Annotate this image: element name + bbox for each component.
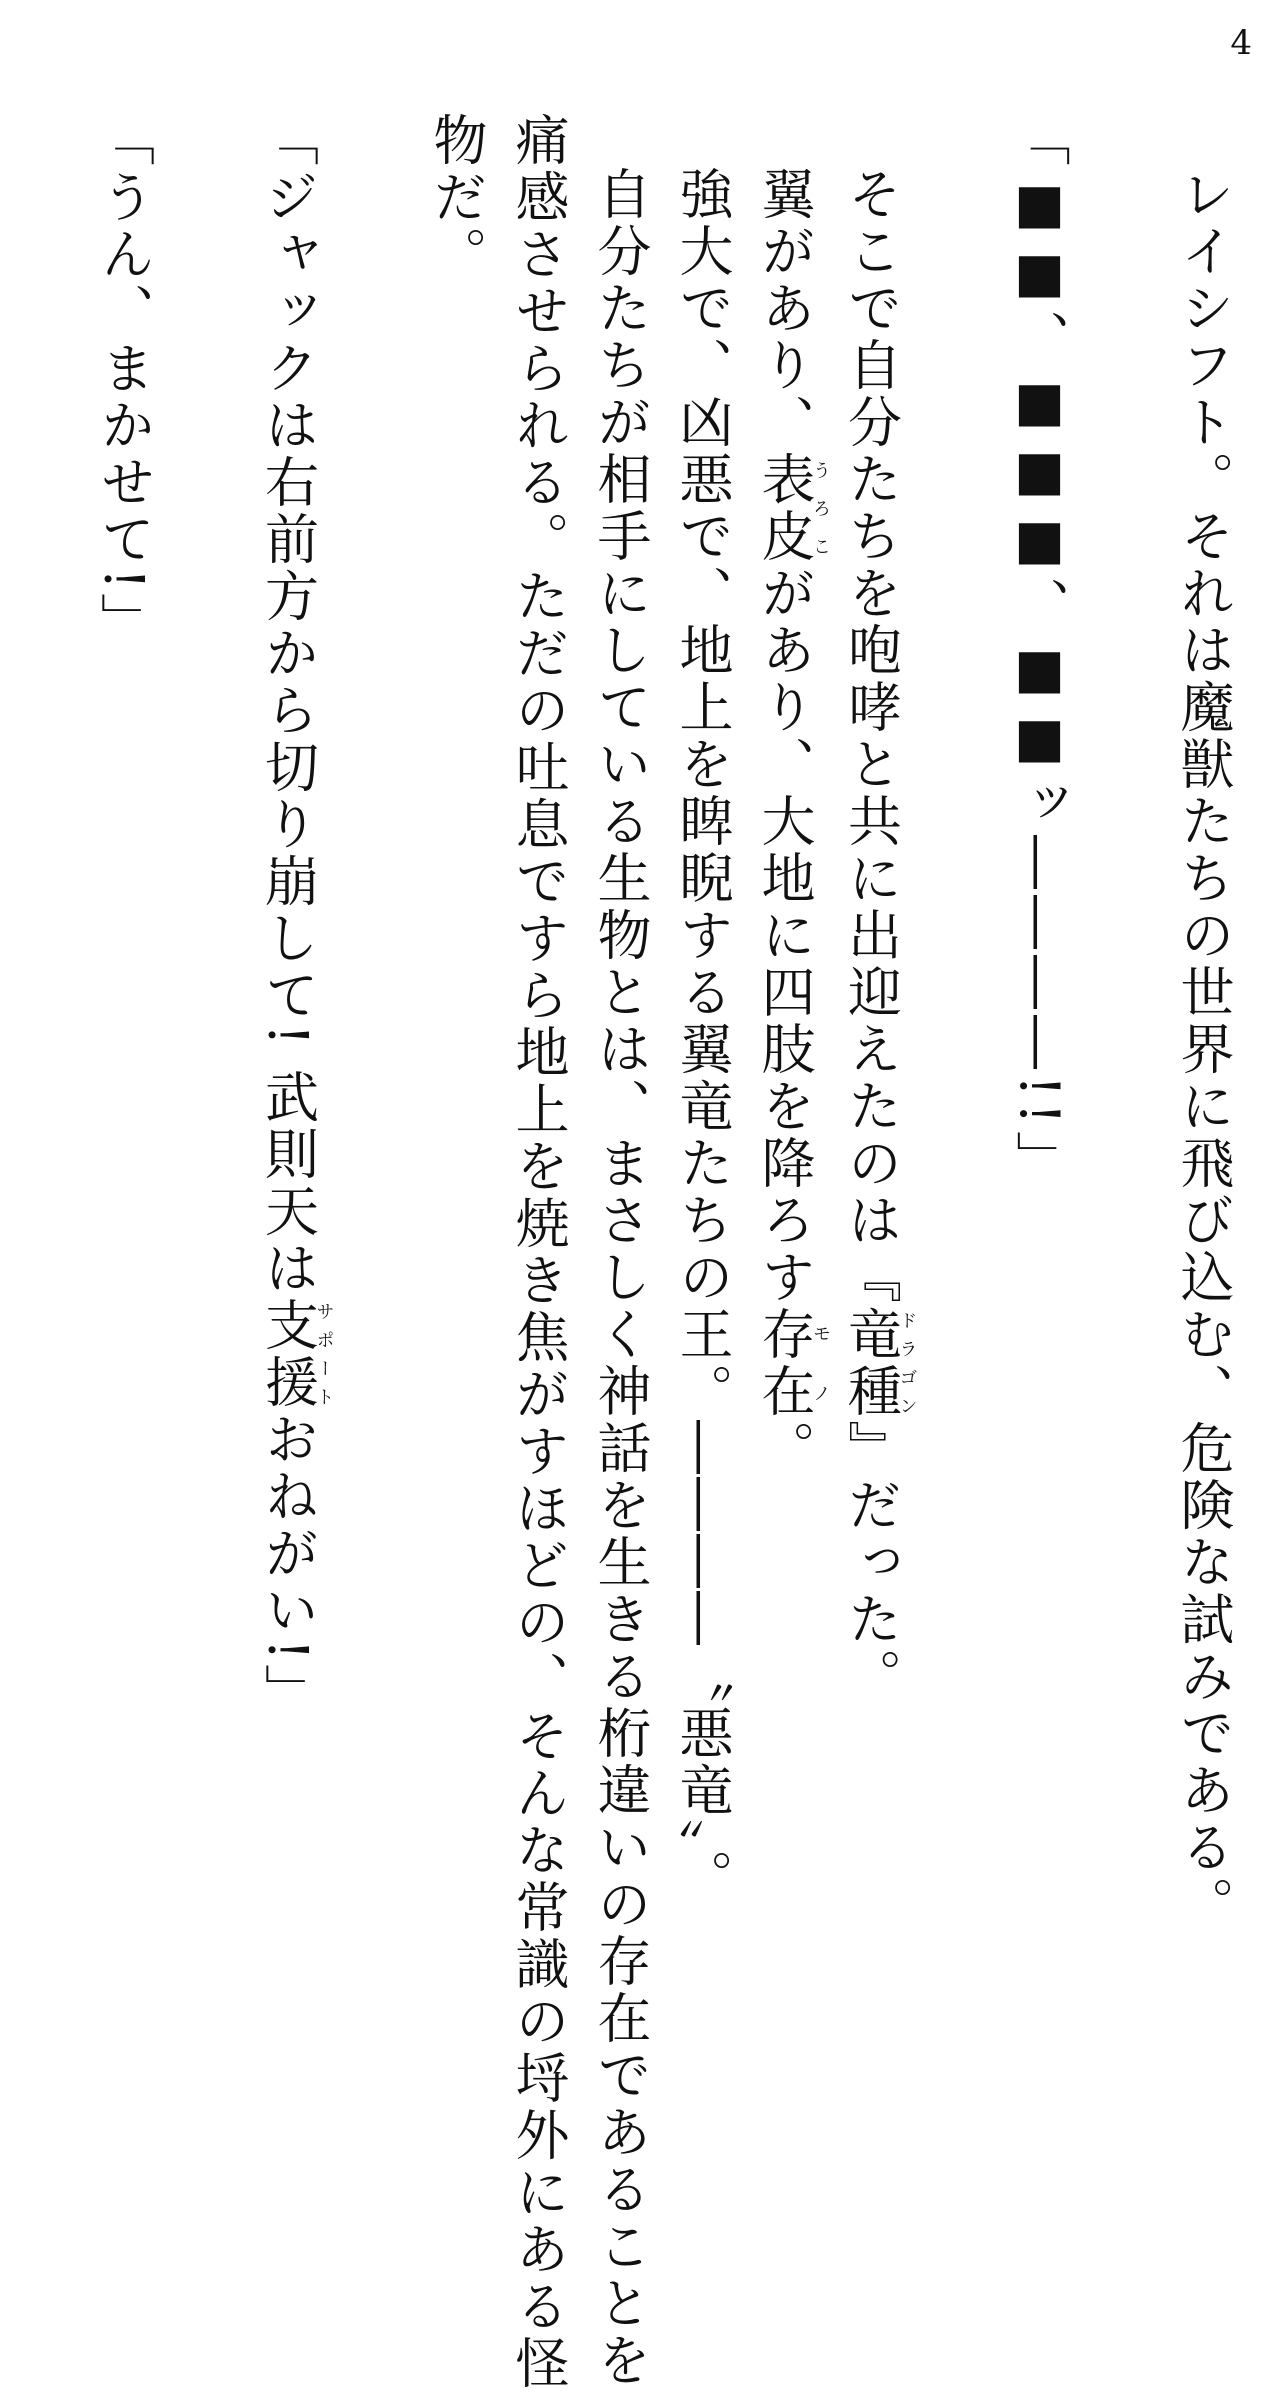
text-line-7: 痛感させられる。ただの吐息ですら地上を焼き焦がすほどの、そんな常識の埒外にある怪 [507, 112, 570, 2392]
ruby-word [753, 451, 831, 565]
text-segment: 。 [753, 1420, 816, 1477]
blank-line [333, 112, 415, 2172]
text-line-1: レイシフト。それは魔獣たちの世界に飛び込む、危険な試みである。 [1172, 166, 1235, 1933]
text-segment: 「ジャックは右前方から切り崩して! 武則天は [256, 112, 320, 1297]
ruby-reading: ドラゴン [896, 1306, 918, 1420]
text-line-5: 強大で、凶悪で、地上を睥睨する翼竜たちの王。――――〝悪竜〟。 [671, 166, 734, 1906]
blank-line [1, 112, 83, 2172]
text-segment: 翼があり、 [753, 166, 816, 451]
page-number: 4 [1230, 23, 1252, 63]
ruby-base: 存在 [753, 1306, 816, 1420]
ruby-base: 表皮 [753, 451, 816, 565]
ruby-reading: うろこ [810, 451, 831, 565]
ruby-base: 竜種 [839, 1306, 903, 1420]
blank-line [165, 112, 247, 2172]
text-line-6: 自分たちが相手にしている生物とは、まさしく神話を生きる桁違いの存在であることを [589, 166, 652, 2389]
ruby-word [753, 1306, 831, 1420]
text-line-4 [743, 112, 830, 2172]
text-segment: があり、大地に四肢を降ろす [753, 565, 816, 1306]
novel-text-block [0, 112, 1244, 2392]
text-segment: そこで自分たちを咆哮と共に出迎えたのは『 [839, 166, 903, 1306]
text-line-2: 「■■、■■■、■■ッ――――!!」 [1008, 112, 1071, 1191]
text-line-11 [0, 112, 1, 2172]
text-line-9 [247, 112, 334, 2172]
ruby-reading: サポート [313, 1296, 335, 1411]
blank-line [916, 112, 998, 2172]
text-segment: おねがい!」 [256, 1410, 320, 1721]
ruby-word [256, 1296, 335, 1411]
text-line-8: 物だ。 [425, 112, 488, 283]
ruby-word [839, 1306, 918, 1420]
text-segment: 』だった。 [839, 1420, 903, 1705]
blank-line [1080, 112, 1162, 2172]
ruby-reading: モノ [810, 1306, 831, 1420]
text-line-3 [830, 112, 917, 2172]
ruby-base: 支援 [256, 1296, 320, 1411]
text-line-10: 「うん、まかせて!」 [92, 112, 156, 650]
